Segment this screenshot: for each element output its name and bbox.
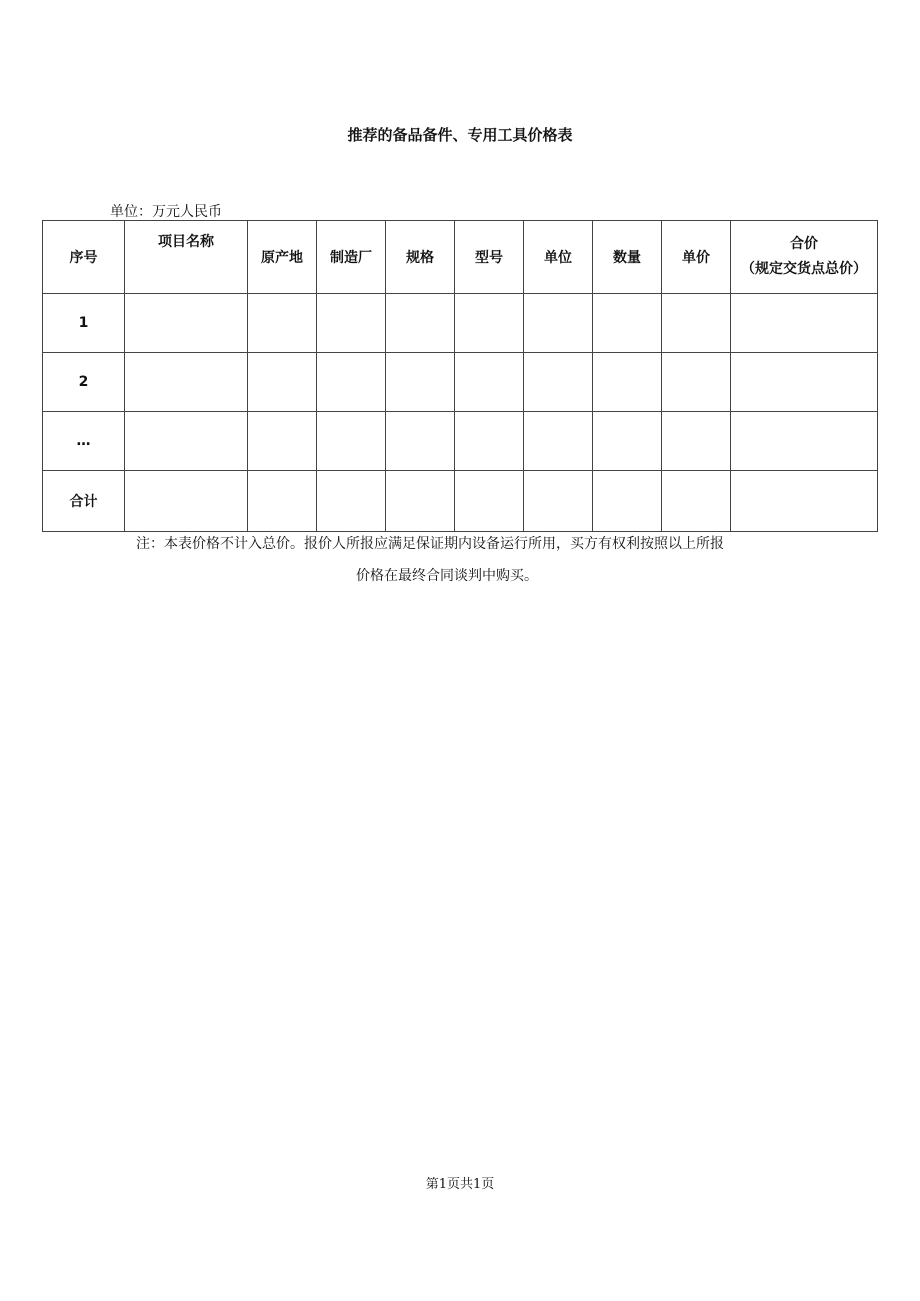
table-cell — [125, 412, 248, 471]
note-line-2: 价格在最终合同谈判中购买。 — [356, 568, 538, 584]
header-seq: 序号 — [43, 221, 125, 294]
page-footer: 第1页共1页 — [425, 1177, 495, 1192]
table-cell — [455, 294, 524, 353]
header-origin: 原产地 — [248, 221, 317, 294]
header-unit-price: 单价 — [662, 221, 731, 294]
table-cell — [731, 294, 878, 353]
table-cell — [524, 412, 593, 471]
table-cell — [662, 471, 731, 532]
table-cell — [317, 412, 386, 471]
header-total-price-note: （规定交货点总价） — [741, 261, 867, 277]
table-cell — [125, 294, 248, 353]
table-row — [43, 412, 878, 471]
unit-label: 单位：万元人民币 — [110, 204, 222, 220]
sum-label: 合计 — [43, 471, 125, 532]
table-cell — [662, 353, 731, 412]
header-total-price-label: 合价 — [790, 236, 818, 252]
table-cell — [317, 471, 386, 532]
header-unit: 单位 — [524, 221, 593, 294]
header-model: 型号 — [455, 221, 524, 294]
table-cell — [248, 294, 317, 353]
table-cell — [455, 471, 524, 532]
header-spec: 规格 — [386, 221, 455, 294]
document-title: 推荐的备品备件、专用工具价格表 — [347, 126, 573, 144]
header-manufacturer: 制造厂 — [317, 221, 386, 294]
header-quantity: 数量 — [593, 221, 662, 294]
header-total-price — [731, 221, 878, 294]
table-cell — [524, 294, 593, 353]
table-header-row — [43, 221, 878, 294]
table-row — [43, 353, 878, 412]
table-cell — [593, 353, 662, 412]
table-cell — [662, 294, 731, 353]
table-cell — [731, 412, 878, 471]
table-cell — [593, 412, 662, 471]
table-cell — [125, 353, 248, 412]
header-item-name: 项目名称 — [125, 221, 248, 294]
table-cell — [386, 294, 455, 353]
table-row — [43, 294, 878, 353]
row-seq: 1 — [43, 294, 125, 353]
table-sum-row — [43, 471, 878, 532]
row-seq: … — [43, 412, 125, 471]
table-cell — [455, 353, 524, 412]
table-cell — [386, 353, 455, 412]
table-cell — [317, 294, 386, 353]
table-cell — [125, 471, 248, 532]
table-cell — [386, 412, 455, 471]
note-line-1: 注：本表价格不计入总价。报价人所报应满足保证期内设备运行所用，买方有权利按照以上所报 — [136, 536, 724, 552]
table-cell — [731, 353, 878, 412]
row-seq: 2 — [43, 353, 125, 412]
table-cell — [248, 412, 317, 471]
table-cell — [455, 412, 524, 471]
table-cell — [386, 471, 455, 532]
table-cell — [248, 471, 317, 532]
table-cell — [593, 294, 662, 353]
table-cell — [317, 353, 386, 412]
table-cell — [524, 353, 593, 412]
table-cell — [248, 353, 317, 412]
price-table — [42, 220, 878, 532]
table-cell — [524, 471, 593, 532]
table-cell — [662, 412, 731, 471]
table-cell — [731, 471, 878, 532]
table-cell — [593, 471, 662, 532]
